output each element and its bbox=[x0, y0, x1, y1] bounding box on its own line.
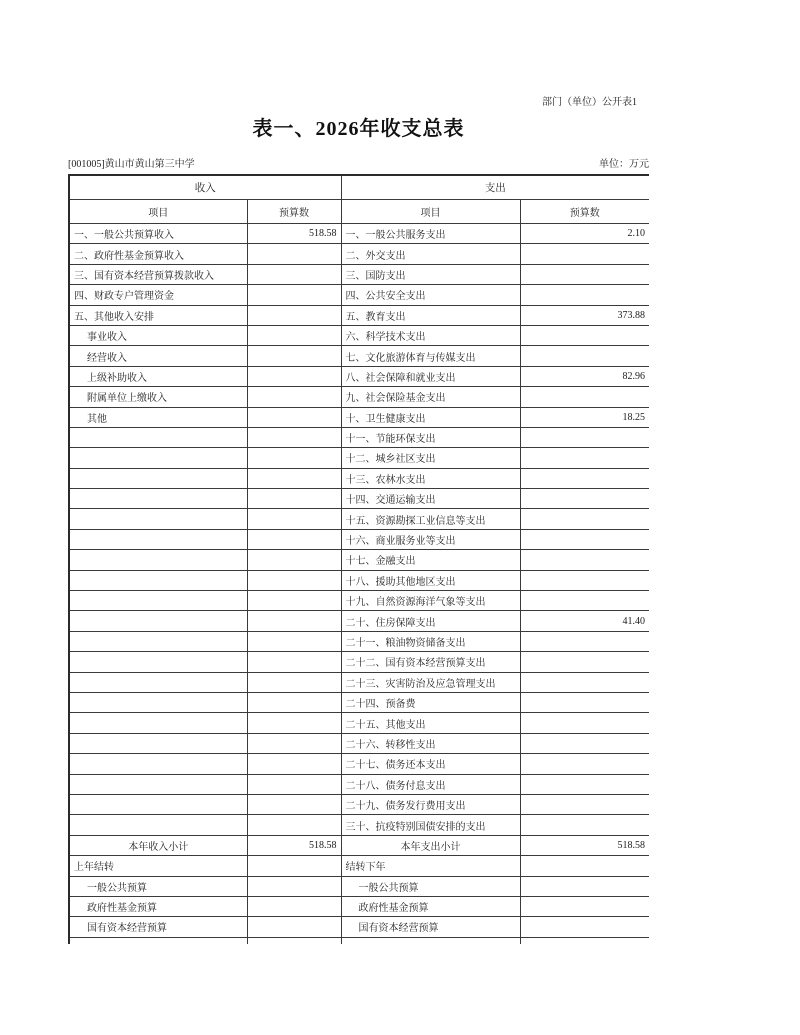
income-value-cell bbox=[247, 325, 341, 345]
income-value-cell bbox=[247, 692, 341, 712]
expense-item-cell: 十、卫生健康支出 bbox=[341, 407, 520, 427]
income-value-cell bbox=[247, 489, 341, 509]
income-value-cell: 518.58 bbox=[247, 224, 341, 244]
expense-item-cell: 二十六、转移性支出 bbox=[341, 733, 520, 753]
document-sheet bbox=[68, 0, 649, 944]
expense-item-cell: 三、国防支出 bbox=[341, 264, 520, 284]
income-item-cell: 一、一般公共预算收入 bbox=[69, 224, 247, 244]
income-item-cell: 上级补助收入 bbox=[69, 366, 247, 386]
expense-value-cell bbox=[520, 896, 649, 916]
income-value-cell bbox=[247, 529, 341, 549]
table-row bbox=[69, 346, 649, 366]
expense-item-cell: 十五、资源勘探工业信息等支出 bbox=[341, 509, 520, 529]
income-value-cell bbox=[247, 346, 341, 366]
expense-value-cell bbox=[520, 733, 649, 753]
page-title: 表一、2026年收支总表 bbox=[252, 118, 465, 140]
table-row bbox=[69, 876, 649, 896]
table-row bbox=[69, 672, 649, 692]
expense-item-cell: 十一、节能环保支出 bbox=[341, 427, 520, 447]
table-row bbox=[69, 856, 649, 876]
income-value-cell bbox=[247, 652, 341, 672]
income-value-cell bbox=[247, 570, 341, 590]
expense-item-cell: 二十、住房保障支出 bbox=[341, 611, 520, 631]
expense-value-cell: 41.40 bbox=[520, 611, 649, 631]
income-item-cell: 五、其他收入安排 bbox=[69, 305, 247, 325]
table-row bbox=[69, 652, 649, 672]
expense-budget-header: 预算数 bbox=[520, 200, 649, 224]
income-value-cell bbox=[247, 285, 341, 305]
expense-value-cell bbox=[520, 264, 649, 284]
income-item-cell bbox=[69, 509, 247, 529]
income-item-cell: 附属单位上缴收入 bbox=[69, 387, 247, 407]
income-item-cell bbox=[69, 672, 247, 692]
table-row bbox=[69, 774, 649, 794]
expense-item-cell: 七、文化旅游体育与传媒支出 bbox=[341, 346, 520, 366]
table-row bbox=[69, 631, 649, 651]
income-item-cell bbox=[69, 427, 247, 447]
income-item-cell bbox=[69, 937, 247, 944]
expense-item-cell: 国有资本经营预算 bbox=[341, 917, 520, 937]
income-value-cell bbox=[247, 305, 341, 325]
table-row bbox=[69, 550, 649, 570]
income-item-cell: 政府性基金预算 bbox=[69, 896, 247, 916]
unit-label: 单位：万元 bbox=[599, 159, 649, 170]
income-item-header: 项目 bbox=[69, 200, 247, 224]
table-row bbox=[69, 794, 649, 814]
income-value-cell bbox=[247, 611, 341, 631]
expense-value-cell bbox=[520, 509, 649, 529]
expense-value-cell bbox=[520, 856, 649, 876]
table-row bbox=[69, 468, 649, 488]
income-item-cell bbox=[69, 733, 247, 753]
table-row bbox=[69, 448, 649, 468]
expense-item-cell bbox=[341, 937, 520, 944]
table-row bbox=[69, 407, 649, 427]
table-row bbox=[69, 305, 649, 325]
table-row bbox=[69, 224, 649, 244]
income-item-cell: 二、政府性基金预算收入 bbox=[69, 244, 247, 264]
table-row bbox=[69, 529, 649, 549]
section-header-row bbox=[69, 175, 649, 200]
income-value-cell bbox=[247, 591, 341, 611]
expense-value-cell: 518.58 bbox=[520, 835, 649, 855]
expense-value-cell bbox=[520, 692, 649, 712]
income-item-cell bbox=[69, 815, 247, 835]
income-item-cell: 四、财政专户管理资金 bbox=[69, 285, 247, 305]
income-value-cell bbox=[247, 550, 341, 570]
column-header-row bbox=[69, 200, 649, 224]
income-value-cell bbox=[247, 407, 341, 427]
expense-item-cell: 二十四、预备费 bbox=[341, 692, 520, 712]
income-item-cell bbox=[69, 550, 247, 570]
expense-item-cell: 结转下年 bbox=[341, 856, 520, 876]
table-row bbox=[69, 264, 649, 284]
expense-value-cell bbox=[520, 672, 649, 692]
income-item-cell bbox=[69, 713, 247, 733]
expense-value-cell bbox=[520, 427, 649, 447]
expense-item-cell: 一般公共预算 bbox=[341, 876, 520, 896]
corner-label: 部门（单位）公开表1 bbox=[542, 97, 637, 108]
income-item-cell: 其他 bbox=[69, 407, 247, 427]
expense-value-cell: 82.96 bbox=[520, 366, 649, 386]
income-value-cell bbox=[247, 896, 341, 916]
income-item-cell bbox=[69, 591, 247, 611]
income-item-cell: 国有资本经营预算 bbox=[69, 917, 247, 937]
expense-item-cell: 八、社会保障和就业支出 bbox=[341, 366, 520, 386]
expense-item-cell: 十四、交通运输支出 bbox=[341, 489, 520, 509]
entity-label: [001005]黄山市黄山第三中学 bbox=[68, 159, 195, 170]
income-item-cell: 上年结转 bbox=[69, 856, 247, 876]
income-value-cell bbox=[247, 244, 341, 264]
income-value-cell bbox=[247, 774, 341, 794]
income-value-cell bbox=[247, 876, 341, 896]
meta-line bbox=[68, 158, 649, 171]
expense-item-cell: 二十八、债务付息支出 bbox=[341, 774, 520, 794]
table-row bbox=[69, 896, 649, 916]
expense-value-cell bbox=[520, 550, 649, 570]
income-item-cell bbox=[69, 611, 247, 631]
table-row bbox=[69, 754, 649, 774]
expense-value-cell bbox=[520, 713, 649, 733]
expense-value-cell bbox=[520, 346, 649, 366]
expense-item-cell: 二十九、债务发行费用支出 bbox=[341, 794, 520, 814]
income-section-header: 收入 bbox=[69, 175, 341, 200]
income-value-cell bbox=[247, 448, 341, 468]
income-value-cell bbox=[247, 387, 341, 407]
income-value-cell bbox=[247, 366, 341, 386]
income-item-cell bbox=[69, 489, 247, 509]
income-value-cell bbox=[247, 631, 341, 651]
income-value-cell bbox=[247, 264, 341, 284]
income-item-cell bbox=[69, 794, 247, 814]
income-value-cell bbox=[247, 815, 341, 835]
income-item-cell: 本年收入小计 bbox=[69, 835, 247, 855]
table-row bbox=[69, 815, 649, 835]
expense-item-cell: 十六、商业服务业等支出 bbox=[341, 529, 520, 549]
table-row bbox=[69, 285, 649, 305]
table-row bbox=[69, 713, 649, 733]
income-value-cell bbox=[247, 713, 341, 733]
expense-value-cell bbox=[520, 244, 649, 264]
expense-item-cell: 十三、农林水支出 bbox=[341, 468, 520, 488]
budget-table bbox=[68, 174, 649, 944]
table-row bbox=[69, 733, 649, 753]
income-item-cell bbox=[69, 570, 247, 590]
table-row bbox=[69, 917, 649, 937]
table-row bbox=[69, 835, 649, 855]
expense-section-header: 支出 bbox=[341, 175, 649, 200]
table-row bbox=[69, 509, 649, 529]
table-clip-region bbox=[68, 174, 649, 944]
expense-item-cell: 二十三、灾害防治及应急管理支出 bbox=[341, 672, 520, 692]
income-item-cell bbox=[69, 631, 247, 651]
income-value-cell bbox=[247, 917, 341, 937]
expense-value-cell bbox=[520, 794, 649, 814]
expense-value-cell bbox=[520, 387, 649, 407]
table-row bbox=[69, 244, 649, 264]
expense-value-cell bbox=[520, 468, 649, 488]
income-value-cell bbox=[247, 794, 341, 814]
income-value-cell bbox=[247, 468, 341, 488]
table-row bbox=[69, 937, 649, 944]
expense-item-cell: 十八、援助其他地区支出 bbox=[341, 570, 520, 590]
expense-item-header: 项目 bbox=[341, 200, 520, 224]
expense-value-cell bbox=[520, 591, 649, 611]
income-item-cell: 一般公共预算 bbox=[69, 876, 247, 896]
income-item-cell: 三、国有资本经营预算拨款收入 bbox=[69, 264, 247, 284]
expense-item-cell: 六、科学技术支出 bbox=[341, 325, 520, 345]
income-item-cell bbox=[69, 652, 247, 672]
expense-value-cell bbox=[520, 815, 649, 835]
income-item-cell bbox=[69, 754, 247, 774]
income-item-cell bbox=[69, 692, 247, 712]
expense-item-cell: 政府性基金预算 bbox=[341, 896, 520, 916]
expense-value-cell bbox=[520, 754, 649, 774]
table-row bbox=[69, 692, 649, 712]
income-value-cell bbox=[247, 856, 341, 876]
expense-item-cell: 二十七、债务还本支出 bbox=[341, 754, 520, 774]
expense-item-cell: 十九、自然资源海洋气象等支出 bbox=[341, 591, 520, 611]
expense-value-cell: 18.25 bbox=[520, 407, 649, 427]
expense-value-cell bbox=[520, 448, 649, 468]
income-item-cell bbox=[69, 468, 247, 488]
income-item-cell bbox=[69, 529, 247, 549]
table-row bbox=[69, 387, 649, 407]
income-value-cell bbox=[247, 672, 341, 692]
table-row bbox=[69, 427, 649, 447]
expense-item-cell: 一、一般公共服务支出 bbox=[341, 224, 520, 244]
expense-item-cell: 二十五、其他支出 bbox=[341, 713, 520, 733]
income-value-cell: 518.58 bbox=[247, 835, 341, 855]
expense-value-cell bbox=[520, 937, 649, 944]
table-row bbox=[69, 611, 649, 631]
expense-item-cell: 四、公共安全支出 bbox=[341, 285, 520, 305]
budget-table-body bbox=[69, 224, 649, 945]
expense-item-cell: 本年支出小计 bbox=[341, 835, 520, 855]
income-budget-header: 预算数 bbox=[247, 200, 341, 224]
table-row bbox=[69, 325, 649, 345]
table-row bbox=[69, 570, 649, 590]
expense-value-cell bbox=[520, 529, 649, 549]
expense-item-cell: 二、外交支出 bbox=[341, 244, 520, 264]
expense-value-cell bbox=[520, 285, 649, 305]
expense-item-cell: 三十、抗疫特别国债安排的支出 bbox=[341, 815, 520, 835]
income-value-cell bbox=[247, 754, 341, 774]
expense-item-cell: 二十一、粮油物资储备支出 bbox=[341, 631, 520, 651]
expense-value-cell: 2.10 bbox=[520, 224, 649, 244]
income-value-cell bbox=[247, 427, 341, 447]
table-row bbox=[69, 489, 649, 509]
expense-item-cell: 十二、城乡社区支出 bbox=[341, 448, 520, 468]
expense-value-cell bbox=[520, 917, 649, 937]
expense-item-cell: 二十二、国有资本经营预算支出 bbox=[341, 652, 520, 672]
expense-item-cell: 十七、金融支出 bbox=[341, 550, 520, 570]
income-value-cell bbox=[247, 937, 341, 944]
expense-item-cell: 五、教育支出 bbox=[341, 305, 520, 325]
expense-value-cell bbox=[520, 570, 649, 590]
income-item-cell bbox=[69, 774, 247, 794]
income-item-cell: 经营收入 bbox=[69, 346, 247, 366]
expense-value-cell bbox=[520, 325, 649, 345]
income-item-cell: 事业收入 bbox=[69, 325, 247, 345]
table-row bbox=[69, 366, 649, 386]
expense-value-cell bbox=[520, 631, 649, 651]
expense-item-cell: 九、社会保险基金支出 bbox=[341, 387, 520, 407]
expense-value-cell bbox=[520, 774, 649, 794]
expense-value-cell: 373.88 bbox=[520, 305, 649, 325]
table-row bbox=[69, 591, 649, 611]
expense-value-cell bbox=[520, 489, 649, 509]
expense-value-cell bbox=[520, 652, 649, 672]
income-value-cell bbox=[247, 733, 341, 753]
income-item-cell bbox=[69, 448, 247, 468]
expense-value-cell bbox=[520, 876, 649, 896]
income-value-cell bbox=[247, 509, 341, 529]
